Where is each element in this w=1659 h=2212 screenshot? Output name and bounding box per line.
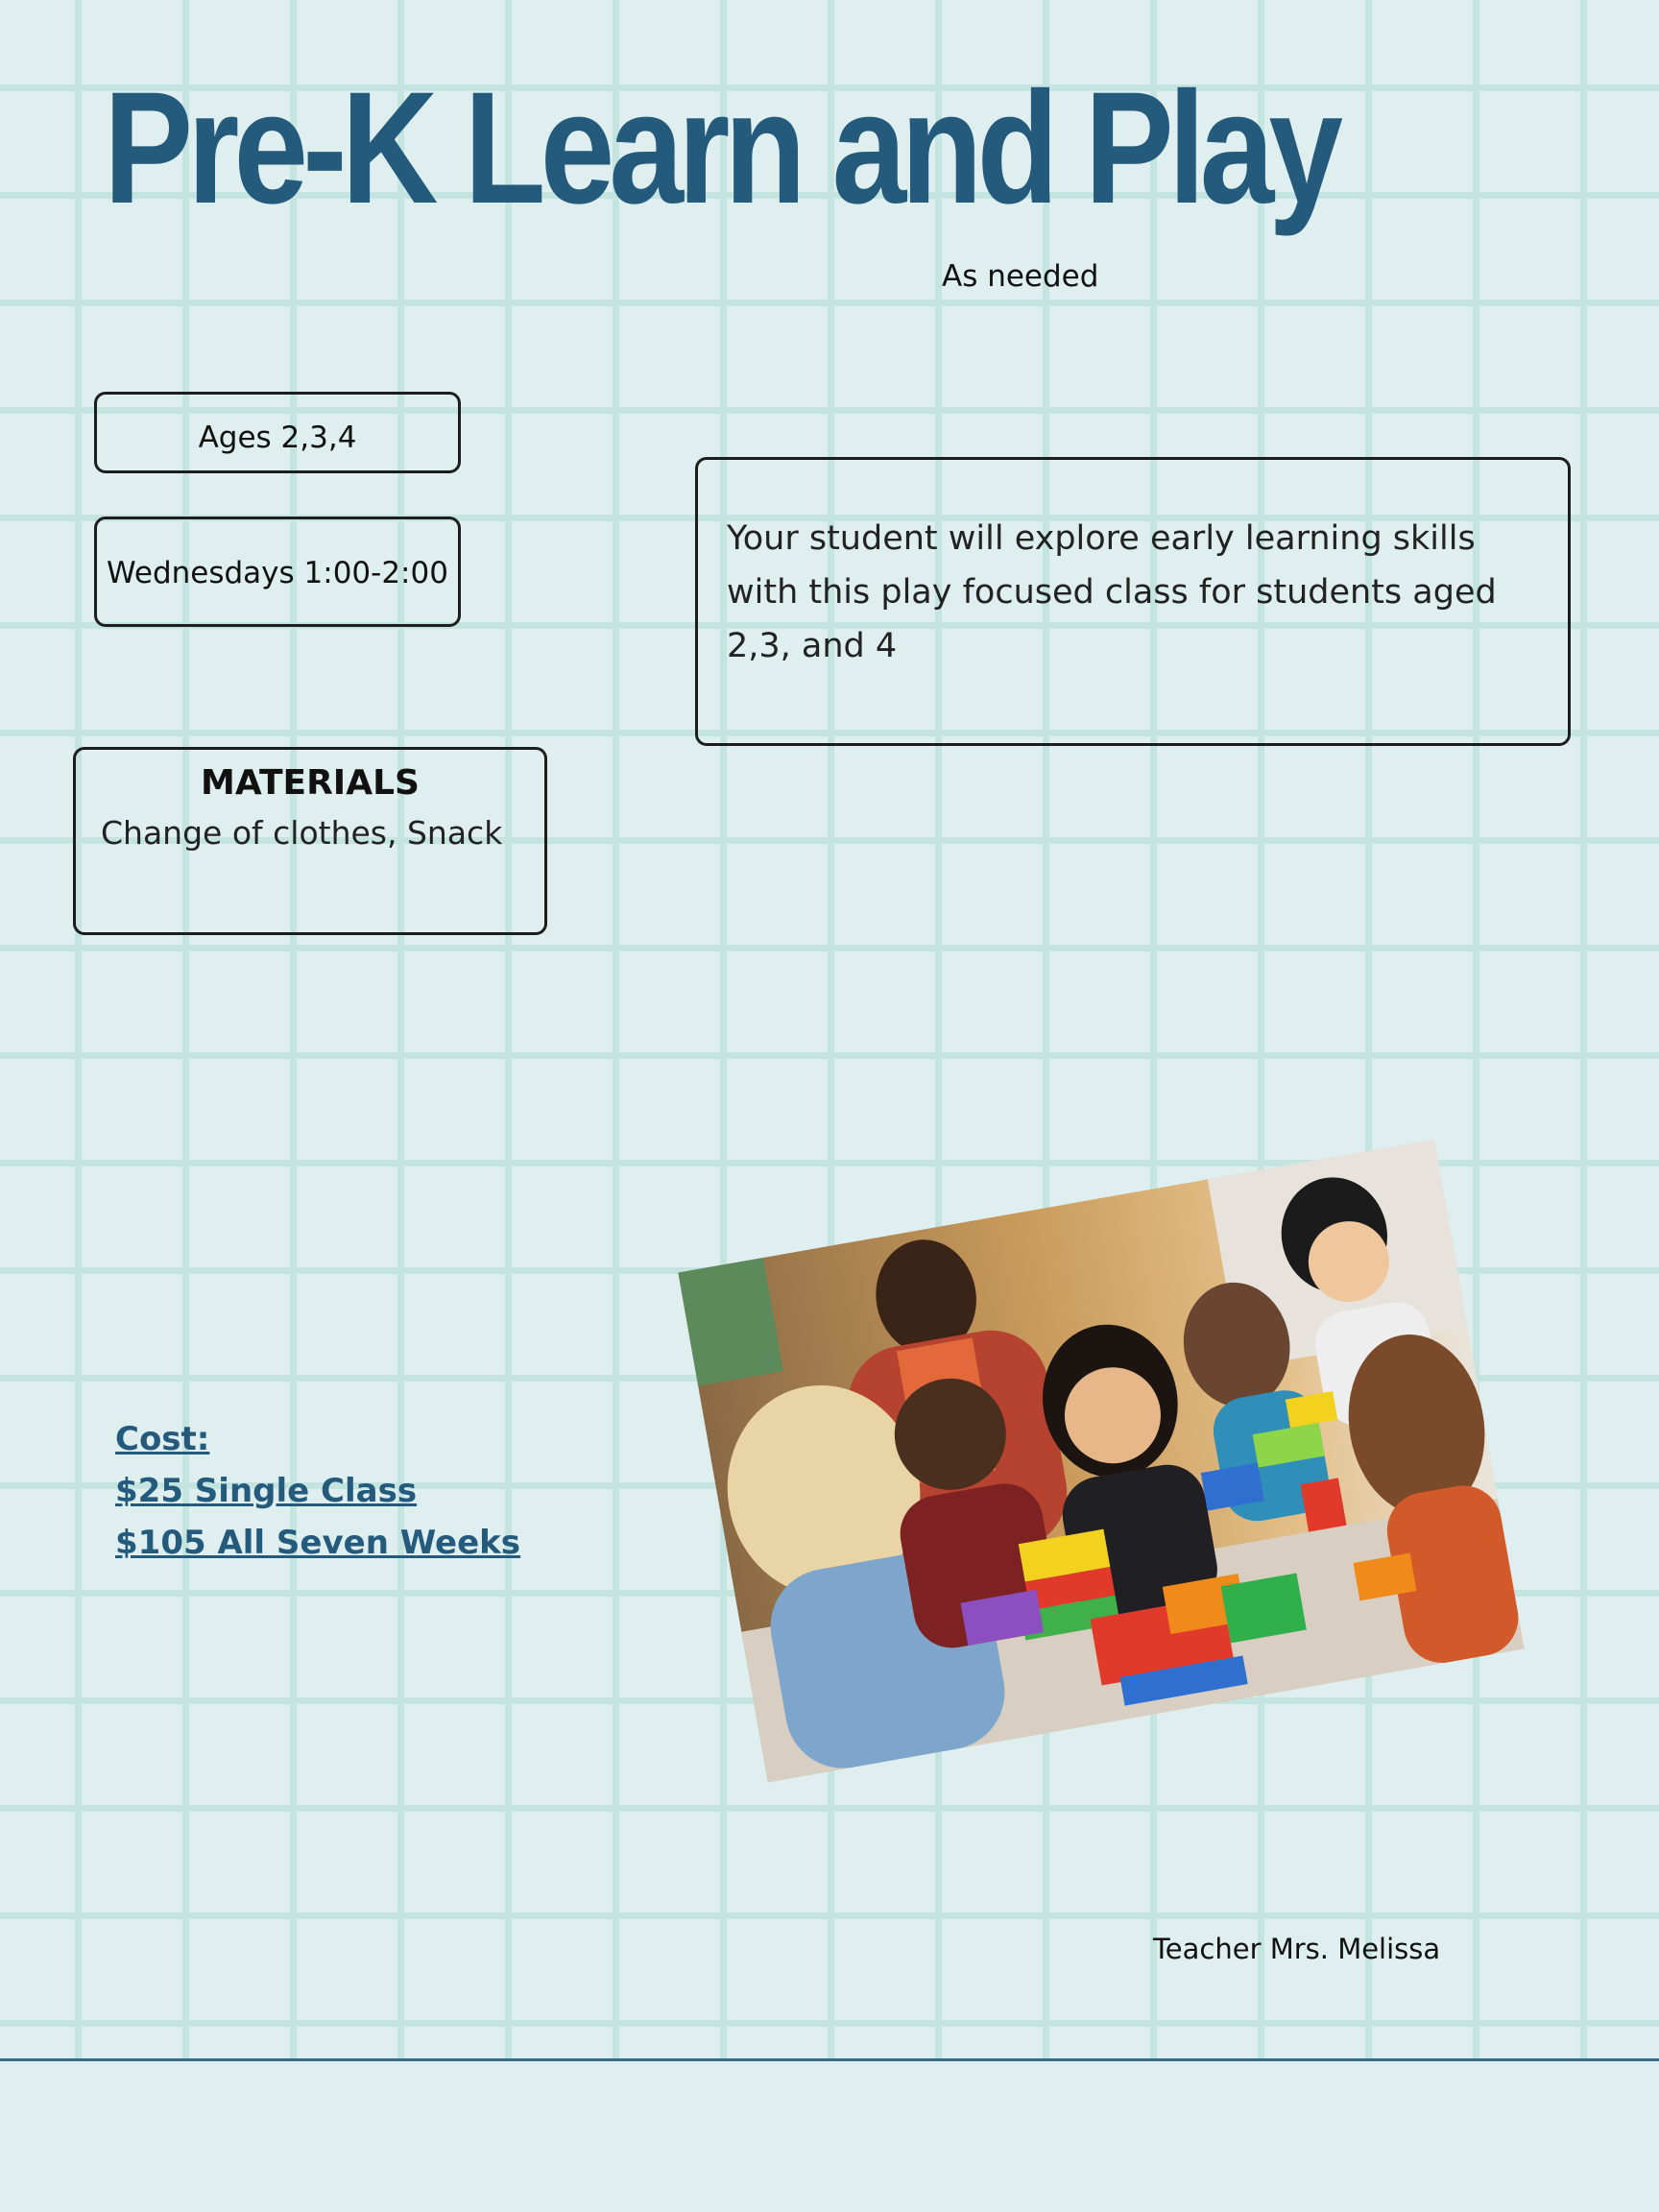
materials-box: [73, 747, 547, 935]
schedule-text: Wednesdays 1:00-2:00: [107, 556, 448, 590]
page-title: Pre-K Learn and Play: [104, 60, 1338, 237]
cost-section: [115, 1413, 520, 1569]
description-text: Your student will explore early learning skills with this play focused class for students aged 2,3, and 4: [727, 519, 1497, 665]
cost-label: Cost:: [115, 1420, 210, 1458]
cost-single-class: $25 Single Class: [115, 1472, 418, 1510]
ages-box: [94, 392, 461, 473]
schedule-box: [94, 517, 461, 627]
teacher-name: Teacher Mrs. Melissa: [1153, 1933, 1441, 1965]
footer-band: [0, 2061, 1659, 2212]
description-box: [695, 457, 1571, 746]
ages-text: Ages 2,3,4: [198, 421, 357, 455]
materials-list: Change of clothes, Snack: [101, 814, 503, 852]
cost-all-weeks: $105 All Seven Weeks: [115, 1524, 520, 1562]
children-building-blocks-image: [678, 1140, 1524, 1783]
classroom-photo: [678, 1140, 1524, 1783]
materials-heading: MATERIALS: [201, 763, 420, 803]
frequency-note: As needed: [942, 259, 1099, 294]
